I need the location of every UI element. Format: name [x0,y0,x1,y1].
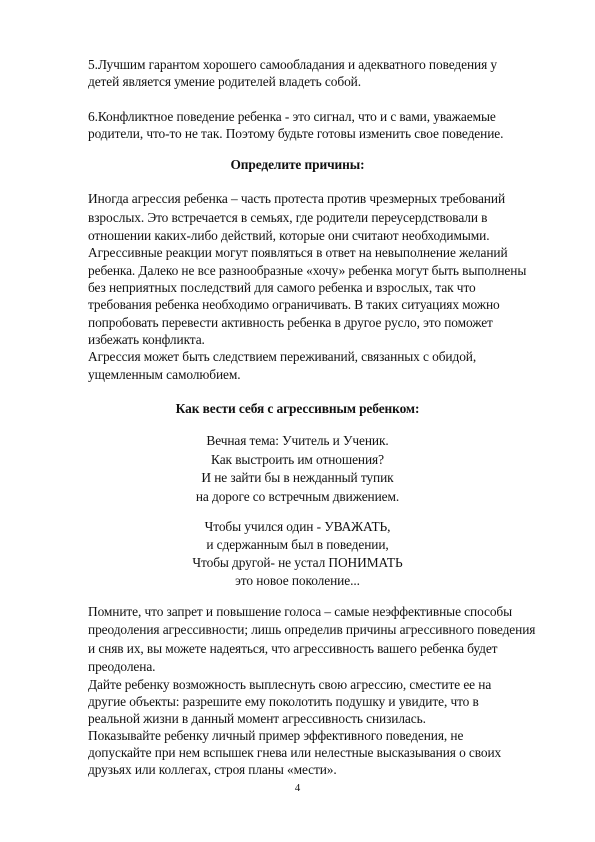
poem-stanza-2-line-1: Чтобы учился один - УВАЖАТЬ, [204,519,391,534]
paragraph-6-line-2: родители, что-то не так. Поэтому будьте готовы изменить свое поведение. [88,126,504,141]
advice-line-2: преодоления агрессивности; лишь определив причины агрессивного поведения [88,622,536,637]
causes-line-3: отношении каких-либо действий, которые они считают необходимыми. [88,228,490,243]
advice-line-1: Помните, что запрет и повышение голоса – самые неэффективные способы [88,604,513,619]
paragraph-5-line-2: детей является умение родителей владеть собой. [88,74,361,89]
heading-causes: Определите причины: [230,157,365,172]
causes-line-9: избежать конфликта. [88,332,205,347]
page-number: 4 [294,782,301,794]
advice-line-9: допускайте при нем вспышек гнева или нелестные высказывания о своих [88,745,502,760]
advice-line-7: реальной жизни в данный момент агрессивность снизилась. [88,711,426,726]
heading-behavior: Как вести себя с агрессивным ребенком: [175,401,420,416]
poem-stanza-1-line-1: Вечная тема: Учитель и Ученик. [206,433,389,448]
paragraph-6-line-1: 6.Конфликтное поведение ребенка - это сигнал, что и с вами, уважаемые [88,109,496,124]
causes-line-11: ущемленным самолюбием. [88,367,241,382]
advice-line-5: Дайте ребенку возможность выплеснуть свою агрессию, сместите ее на [88,677,492,692]
causes-line-1: Иногда агрессия ребенка – часть протеста против чрезмерных требований [88,191,506,206]
advice-line-3: и сняв их, вы можете надеяться, что агрессивность вашего ребенка будет [88,641,498,656]
poem-stanza-1-line-3: И не зайти бы в нежданный тупик [201,470,394,485]
advice-line-6: другие объекты: разрешите ему поколотить подушку и увидите, что в [88,694,479,709]
causes-line-8: попробовать перевести активность ребенка в другое русло, это поможет [88,315,493,330]
causes-line-10: Агрессия может быть следствием переживаний, связанных с обидой, [88,349,477,364]
causes-line-2: взрослых. Это встречается в семьях, где родители переусердствовали в [88,210,488,225]
poem-stanza-1-line-4: на дороге со встречным движением. [195,489,400,504]
causes-line-7: требования ребенка необходимо ограничивать. В таких ситуациях можно [88,297,500,312]
advice-line-4: преодолена. [88,659,156,674]
poem-stanza-1-line-2: Как выстроить им отношения? [211,452,384,467]
poem-stanza-2-line-4: это новое поколение... [235,573,360,588]
causes-line-5: ребенка. Далеко не все разнообразные «хочу» ребенка могут быть выполнены [88,263,527,278]
causes-line-4: Агрессивные реакции могут появляться в ответ на невыполнение желаний [88,245,508,260]
poem-stanza-2-line-3: Чтобы другой- не устал ПОНИМАТЬ [192,555,403,570]
causes-line-6: без неприятных последствий для самого ребенка и взрослых, так что [88,280,476,295]
poem-stanza-2-line-2: и сдержанным был в поведении, [206,537,389,552]
paragraph-5-line-1: 5.Лучшим гарантом хорошего самообладания и адекватного поведения у [88,57,497,72]
advice-line-10: друзьях или коллегах, строя планы «мести». [88,762,337,777]
advice-line-8: Показывайте ребенку личный пример эффективного поведения, не [88,728,464,743]
